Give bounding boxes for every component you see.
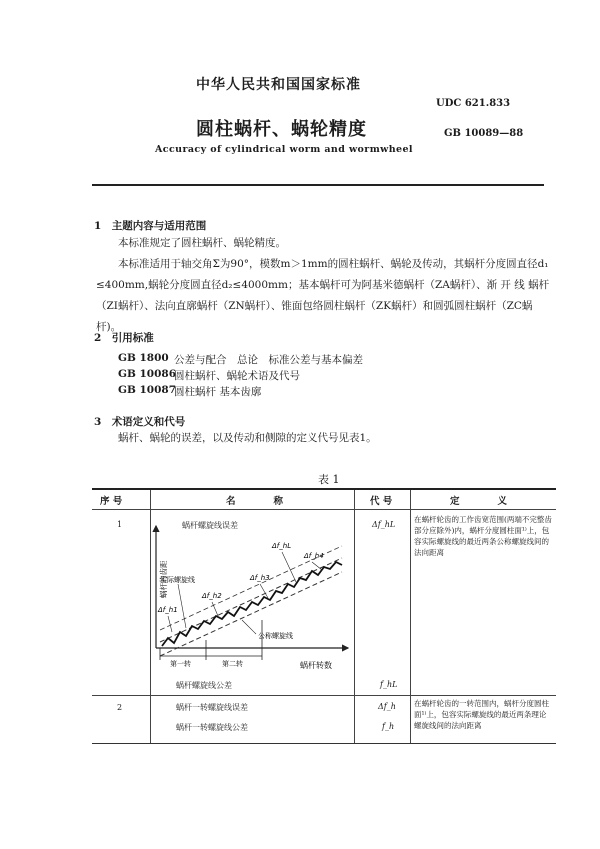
document-title-english: Accuracy of cylindrical worm and wormwheel: [155, 144, 413, 155]
dimension-arrow: [168, 616, 172, 632]
leader-line: [178, 584, 186, 628]
row-2-name-top: 蜗杆一转螺旋线误差: [176, 703, 248, 712]
section-1-para-1: 本标准规定了圆柱蜗杆、蜗轮精度。: [118, 237, 286, 249]
row-1-no: 1: [117, 520, 123, 529]
row-2-definition: 在蜗杆轮齿的一转范围内，蜗杆分度圆柱面¹⁾上，包容实际螺旋线的最近两条理论螺旋线间的法向距离: [414, 699, 549, 730]
column-divider: [410, 490, 411, 743]
section-1-para-2-line-2: ≤400mm,蜗轮分度圆直径d₂≤4000mm；基本蜗杆可为阿基米德蜗杆（ZA蜗杆）、渐 开 线 蜗杆: [96, 279, 550, 291]
y-axis-label: 蜗杆的齿距: [159, 560, 168, 598]
header-name: 名 称: [226, 496, 284, 507]
section-2-heading: 2 引用标准: [94, 332, 154, 344]
ref-title: 公差与配合 总论 标准公差与基本偏差: [174, 354, 363, 366]
leader-line: [242, 620, 256, 634]
document-title: 圆柱蜗杆、蜗轮精度: [196, 119, 367, 140]
gb-number: GB 10089—88: [444, 128, 524, 139]
fh1-label: Δf_h1: [158, 606, 178, 614]
section-3-heading: 3 术语定义和代号: [94, 416, 186, 428]
section-3-para-1: 蜗杆、蜗轮的误差，以及传动和侧隙的定义代号见表1。: [118, 432, 377, 444]
turn-2-label: 第二转: [222, 660, 243, 668]
ref-code: GB 10086: [118, 368, 177, 380]
x-axis-label: 蜗杆转数: [300, 661, 332, 670]
header-divider: [92, 509, 556, 510]
fh2-label: Δf_h2: [202, 592, 222, 600]
section-1-para-2-line-4: 杆)。: [96, 321, 122, 333]
fh3-label: Δf_h3: [250, 574, 270, 582]
row-divider: [92, 695, 556, 696]
nominal-helix-label: 公称螺旋线: [258, 632, 293, 640]
nominal-helix-lower: [160, 572, 342, 656]
ref-title: 圆柱蜗杆、蜗轮术语及代号: [174, 370, 300, 382]
ref-code: GB 1800: [118, 352, 169, 364]
table-caption: 表 1: [318, 473, 340, 486]
header-code: 代 号: [370, 496, 393, 507]
dimension-arrow: [260, 584, 268, 598]
dimension-arrow: [212, 602, 218, 616]
header-definition: 定 义: [450, 496, 508, 507]
row-2-code-tolerance: f_h: [382, 722, 395, 731]
fh4-label: Δf_h4: [304, 552, 324, 560]
row-1-name-bottom: 蜗杆螺旋线公差: [176, 681, 232, 690]
section-1-para-2-line-1: 本标准适用于轴交角Σ为90°，模数m＞1mm的圆柱蜗杆、蜗轮及传动，其蜗杆分度圆直径d₁: [118, 258, 549, 270]
definitions-table: [92, 488, 556, 744]
row-2-code: Δf_h: [378, 702, 396, 711]
standard-type: 中华人民共和国国家标准: [196, 77, 361, 93]
dimension-arrow: [312, 562, 322, 570]
header-rule: [92, 184, 544, 186]
actual-helix-label: 实际螺旋线: [160, 576, 195, 584]
row-1-definition: 在蜗杆轮齿的工作齿宽范围(两端不完整齿部分应除外)内，蜗杆分度圆柱面¹⁾上，包容实际螺旋线的最近两条公称螺旋线间的法向距离: [414, 515, 552, 557]
row-2-no: 2: [117, 703, 123, 712]
fhL-label: Δf_hL: [272, 542, 292, 550]
helix-error-diagram: [152, 520, 352, 678]
section-1-heading: 1 主题内容与适用范围: [94, 220, 207, 232]
row-1-code: Δf_hL: [372, 520, 396, 529]
dimension-arrow: [282, 552, 296, 582]
row-1-code-tolerance: f_hL: [380, 680, 398, 689]
row-1-name-top: 蜗杆螺旋线误差: [182, 521, 238, 530]
turn-1-label: 第一转: [170, 660, 191, 668]
ref-code: GB 10087: [118, 384, 177, 396]
row-2-name-bottom: 蜗杆一转螺旋线公差: [176, 723, 248, 732]
ref-title: 圆柱蜗杆 基本齿廓: [174, 386, 262, 398]
column-divider: [354, 490, 355, 743]
header-no: 序 号: [100, 496, 123, 507]
section-1-para-2-line-3: （ZI蜗杆）、法向直廓蜗杆（ZN蜗杆）、锥面包络圆柱蜗杆（ZK蜗杆）和圆弧圆柱蜗杆（ZC蜗: [96, 300, 533, 312]
column-divider: [150, 490, 151, 743]
udc-number: UDC 621.833: [436, 98, 511, 109]
